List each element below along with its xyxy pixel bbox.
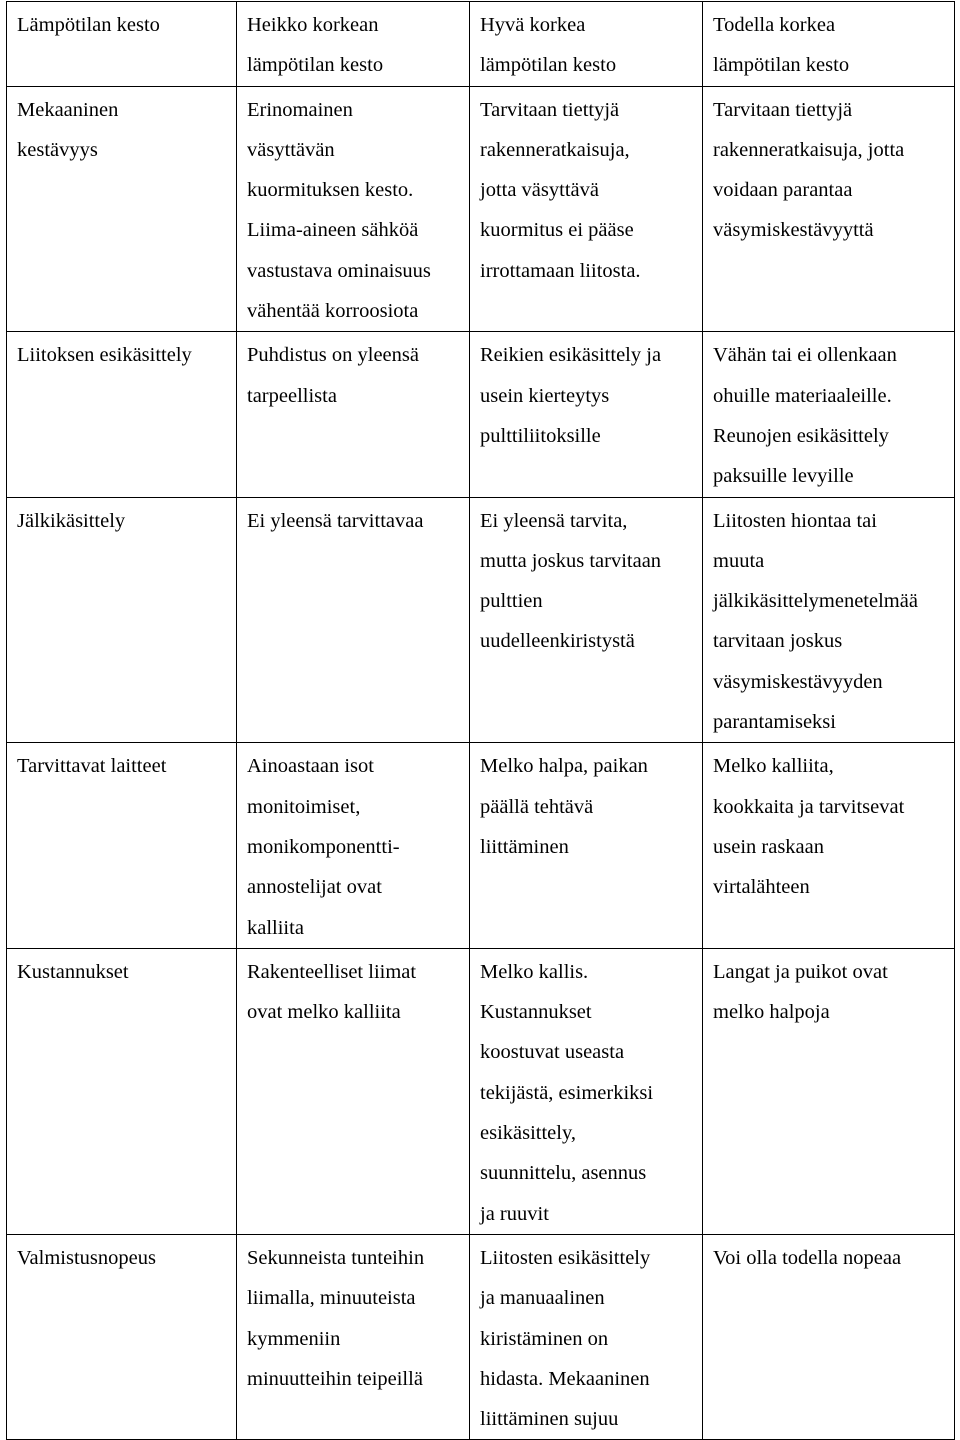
cell-text-line: tarvitaan joskus: [713, 630, 843, 653]
cell-text-line: ja ruuvit: [480, 1202, 549, 1225]
table-row: [7, 2, 955, 87]
table-cell: [470, 497, 703, 743]
row-header-cell: [7, 1234, 237, 1439]
cell-text-line: Valmistusnopeus: [17, 1246, 156, 1269]
cell-text-line: jälkikäsittelymenetelmää: [713, 590, 918, 613]
table-cell: [703, 743, 955, 948]
table-cell: [237, 332, 470, 497]
cell-text-line: virtalähteen: [713, 876, 810, 899]
cell-text-line: Liitosten hiontaa tai: [713, 509, 877, 532]
cell-text-line: Melko kalliita,: [713, 755, 834, 778]
cell-text-line: Sekunneista tunteihin: [247, 1246, 425, 1269]
cell-text-line: rakenneratkaisuja,: [480, 138, 630, 161]
cell-text-line: Liitosten esikäsittely: [480, 1246, 651, 1269]
cell-text-line: parantamiseksi: [713, 711, 836, 734]
cell-text-line: monikomponentti-: [247, 835, 400, 858]
cell-text-line: voidaan parantaa: [713, 179, 853, 202]
table-cell: [237, 1234, 470, 1439]
table-row: [7, 1234, 955, 1439]
table-row: [7, 948, 955, 1234]
cell-text-line: Rakenteelliset liimat: [247, 960, 417, 983]
table-cell: [703, 2, 955, 87]
cell-text-line: Liima-aineen sähköä: [247, 219, 419, 242]
cell-text-line: Todella korkea: [713, 14, 836, 36]
cell-text-line: suunnittelu, asennus: [480, 1162, 647, 1185]
cell-text-line: ja manuaalinen: [480, 1287, 605, 1310]
cell-text-line: uudelleenkiristystä: [480, 630, 635, 653]
cell-text-line: tekijästä, esimerkiksi: [480, 1081, 654, 1104]
cell-text-line: Melko halpa, paikan: [480, 755, 648, 778]
cell-text-line: usein raskaan: [713, 835, 824, 858]
cell-text-line: monitoimiset,: [247, 795, 361, 818]
cell-text-line: Reunojen esikäsittely: [713, 424, 889, 447]
table-body: [7, 2, 955, 1440]
table-cell: [237, 948, 470, 1234]
cell-text-line: Kustannukset: [17, 960, 129, 983]
table-cell: [470, 86, 703, 332]
cell-text-line: Vähän tai ei ollenkaan: [713, 344, 897, 367]
cell-text-line: rakenneratkaisuja, jotta: [713, 138, 905, 161]
cell-text-line: kiristäminen on: [480, 1327, 609, 1350]
table-cell: [470, 1234, 703, 1439]
cell-text-line: Melko kallis.: [480, 960, 589, 983]
cell-text-line: minuutteihin teipeillä: [247, 1367, 423, 1390]
row-header-cell: [7, 2, 237, 87]
table-cell: [703, 497, 955, 743]
cell-text-line: paksuille levyille: [713, 465, 854, 488]
row-header-cell: [7, 743, 237, 948]
cell-text-line: usein kierteytys: [480, 384, 610, 407]
table-row: [7, 86, 955, 332]
cell-text-line: liittäminen sujuu: [480, 1408, 619, 1431]
cell-text-line: liimalla, minuuteista: [247, 1287, 416, 1310]
row-header-cell: [7, 86, 237, 332]
cell-text-line: Puhdistus on yleensä: [247, 344, 419, 367]
cell-text-line: Mekaaninen: [17, 98, 119, 121]
cell-text-line: kalliita: [247, 916, 304, 939]
cell-text-line: lämpötilan kesto: [713, 54, 850, 77]
cell-text-line: vastustava ominaisuus: [247, 259, 431, 282]
table-cell: [703, 1234, 955, 1439]
cell-text-line: pulttien: [480, 590, 543, 613]
cell-text-line: Lämpötilan kesto: [17, 14, 160, 36]
cell-text-line: Liitoksen esikäsittely: [17, 344, 192, 367]
cell-text-line: melko halpoja: [713, 1001, 830, 1024]
cell-text-line: Kustannukset: [480, 1001, 592, 1024]
comparison-table: [6, 1, 955, 1440]
cell-text-line: kuormituksen kesto.: [247, 179, 414, 202]
cell-text-line: jotta väsyttävä: [480, 179, 599, 202]
cell-text-line: Langat ja puikot ovat: [713, 960, 888, 983]
cell-text-line: Heikko korkean: [247, 14, 379, 36]
cell-text-line: väsymiskestävyyden: [713, 670, 883, 693]
table-cell: [470, 948, 703, 1234]
cell-text-line: väsyttävän: [247, 138, 335, 161]
cell-text-line: Ei yleensä tarvittavaa: [247, 509, 424, 532]
cell-text-line: Tarvitaan tiettyjä: [480, 98, 620, 121]
table-cell: [237, 497, 470, 743]
table-cell: [237, 2, 470, 87]
cell-text-line: kuormitus ei pääse: [480, 219, 634, 242]
cell-text-line: Tarvitaan tiettyjä: [713, 98, 853, 121]
cell-text-line: hidasta. Mekaaninen: [480, 1367, 650, 1390]
cell-text-line: Reikien esikäsittely ja: [480, 344, 662, 367]
table-cell: [237, 743, 470, 948]
cell-text-line: tarpeellista: [247, 384, 337, 407]
table-row: [7, 497, 955, 743]
cell-text-line: kookkaita ja tarvitsevat: [713, 795, 905, 818]
cell-text-line: irrottamaan liitosta.: [480, 259, 641, 282]
cell-text-line: vähentää korroosiota: [247, 300, 419, 323]
cell-text-line: mutta joskus tarvitaan: [480, 549, 662, 572]
cell-text-line: muuta: [713, 549, 765, 572]
cell-text-line: väsymiskestävyyttä: [713, 219, 874, 242]
cell-text-line: lämpötilan kesto: [480, 54, 617, 77]
cell-text-line: lämpötilan kesto: [247, 54, 384, 77]
row-header-cell: [7, 948, 237, 1234]
table-cell: [703, 948, 955, 1234]
table-cell: [703, 332, 955, 497]
cell-text-line: Voi olla todella nopeaa: [713, 1246, 902, 1269]
cell-text-line: ohuille materiaaleille.: [713, 384, 892, 407]
table-cell: [470, 332, 703, 497]
cell-text-line: annostelijat ovat: [247, 876, 382, 899]
table-cell: [470, 2, 703, 87]
table-row: [7, 332, 955, 497]
table-cell: [237, 86, 470, 332]
cell-text-line: Erinomainen: [247, 98, 353, 121]
table-row: [7, 743, 955, 948]
cell-text-line: liittäminen: [480, 835, 569, 858]
cell-text-line: pulttiliitoksille: [480, 424, 601, 447]
cell-text-line: esikäsittely,: [480, 1122, 577, 1145]
cell-text-line: koostuvat useasta: [480, 1041, 625, 1064]
table-cell: [470, 743, 703, 948]
row-header-cell: [7, 332, 237, 497]
cell-text-line: Ei yleensä tarvita,: [480, 509, 628, 532]
cell-text-line: kymmeniin: [247, 1327, 341, 1350]
cell-text-line: Ainoastaan isot: [247, 755, 374, 778]
cell-text-line: Hyvä korkea: [480, 14, 586, 36]
cell-text-line: kestävyys: [17, 138, 98, 161]
cell-text-line: Jälkikäsittely: [17, 509, 126, 532]
table-cell: [703, 86, 955, 332]
row-header-cell: [7, 497, 237, 743]
cell-text-line: Tarvittavat laitteet: [17, 755, 167, 778]
cell-text-line: ovat melko kalliita: [247, 1001, 401, 1024]
cell-text-line: päällä tehtävä: [480, 795, 594, 818]
